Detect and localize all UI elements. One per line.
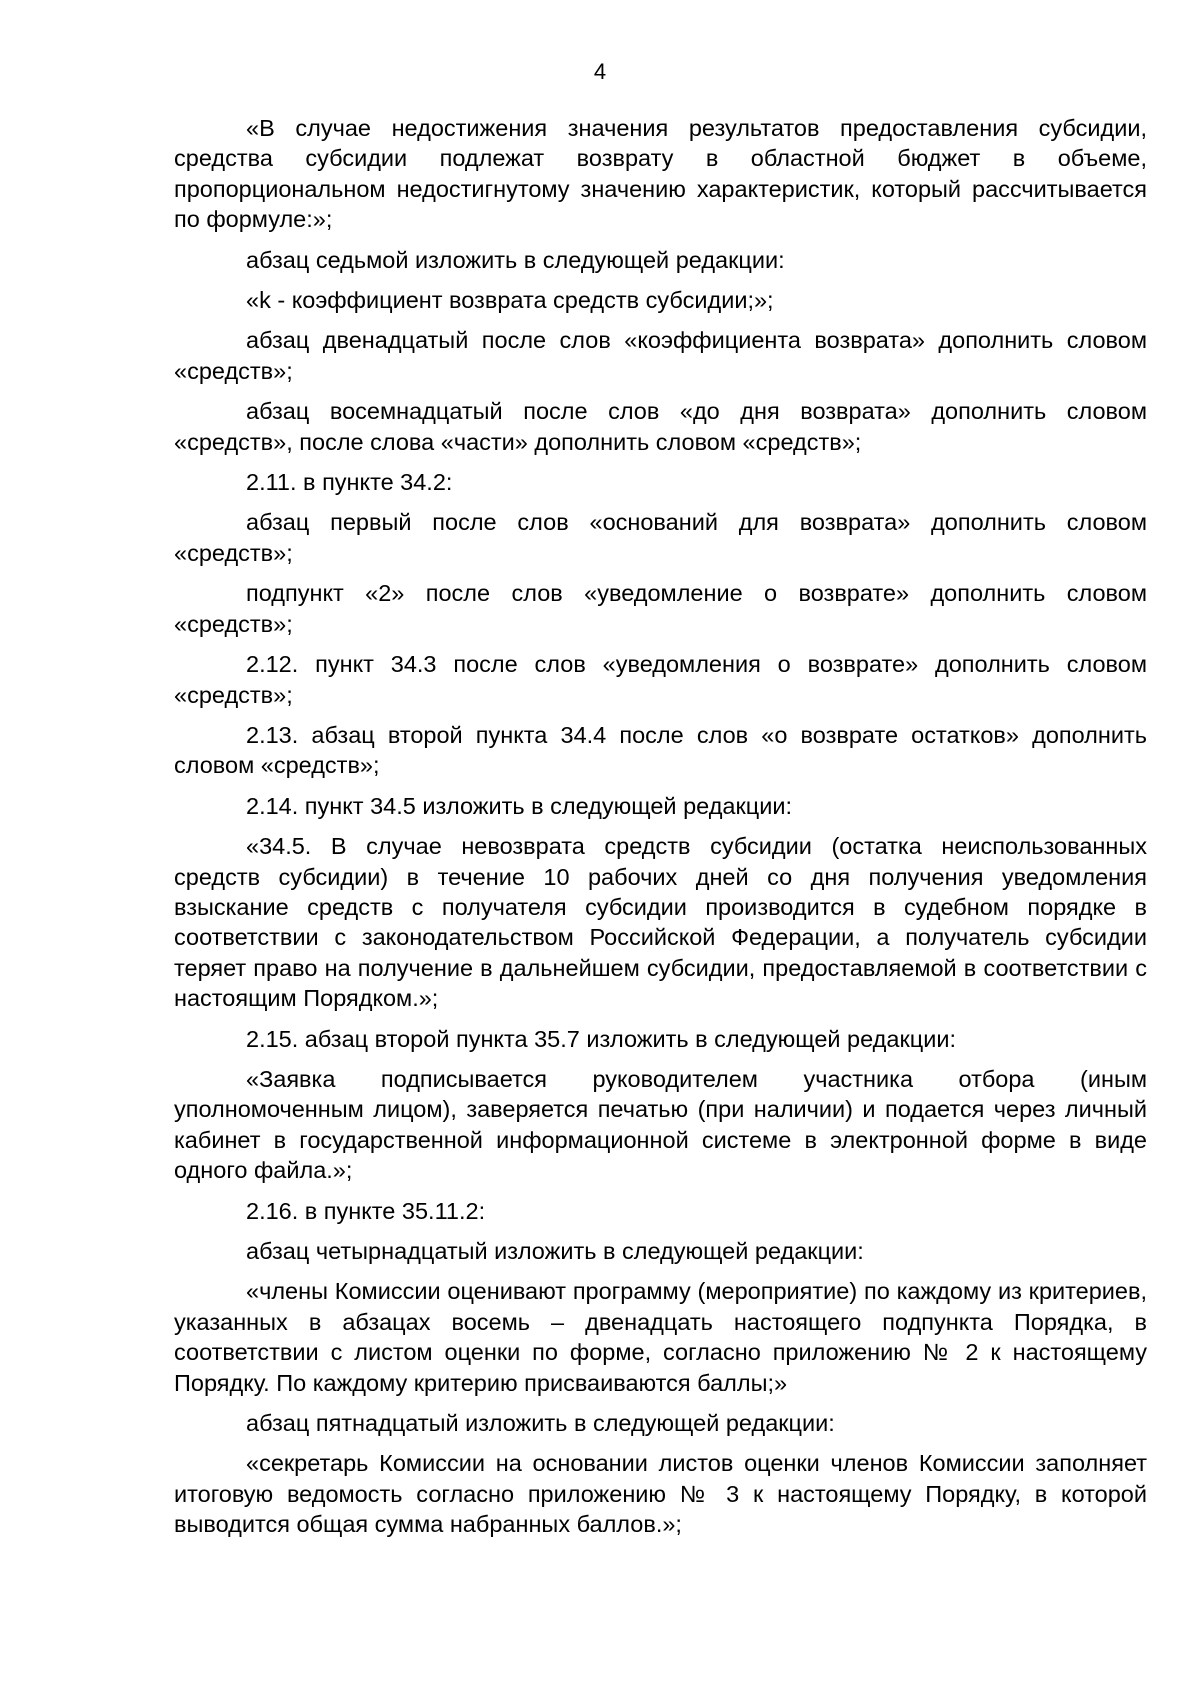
paragraph: 2.14. пункт 34.5 изложить в следующей редакции: — [246, 792, 792, 819]
paragraph: абзац пятнадцатый изложить в следующей редакции: — [246, 1410, 835, 1437]
paragraph: «В случае недостижения значения результатов предоставления субсидии, средства субсидии подлежат возврату в областной бюджет в объеме, пропорциональном недостигнутому значению характеристик, который рассчитывается по формуле:»; — [174, 115, 1147, 233]
paragraph: 2.16. в пункте 35.11.2: — [246, 1197, 486, 1224]
paragraph: абзац седьмой изложить в следующей редакции: — [246, 246, 785, 273]
paragraph: «Заявка подписывается руководителем участника отбора (иным уполномоченным лицом), заверяется печатью (при наличии) и подается через личный кабинет в государственной информационной системе в электронной форме в виде одного файла.»; — [174, 1065, 1147, 1184]
paragraph: абзац первый после слов «оснований для возврата» дополнить словом «средств»; — [174, 509, 1147, 566]
paragraph: «члены Комиссии оценивают программу (мероприятие) по каждому из критериев, указанных в абзацах восемь – двенадцать настоящего подпункта Порядка, в соответствии с листом оценки по форме, согласно приложению № 2 к настоящему Порядку. По каждому критерию присваиваются баллы;» — [174, 1278, 1147, 1396]
paragraph: «k - коэффициент возврата средств субсидии;»; — [246, 287, 774, 314]
paragraph: 2.12. пункт 34.3 после слов «уведомления о возврате» дополнить словом «средств»; — [174, 651, 1147, 708]
paragraph: 2.13. абзац второй пункта 34.4 после слов «о возврате остатков» дополнить словом «средств»; — [174, 721, 1147, 779]
paragraph: 2.15. абзац второй пункта 35.7 изложить в следующей редакции: — [246, 1025, 956, 1052]
paragraph: абзац восемнадцатый после слов «до дня возврата» дополнить словом «средств», после слова «части» дополнить словом «средств»; — [174, 398, 1147, 455]
paragraph: «34.5. В случае невозврата средств субсидии (остатка неиспользованных средств субсидии) в течение 10 рабочих дней со дня получения уведомления взыскание средств с получателя субсидии производится в судебном порядке в соответствии с законодательством Российской Федерации, а получатель субсидии теряет право на получение в дальнейшем субсидии, предоставляемой в соответствии с настоящим Порядком.»; — [174, 833, 1147, 1012]
page-number: 4 — [593, 59, 607, 84]
paragraph: 2.11. в пункте 34.2: — [246, 469, 453, 496]
document-body — [174, 113, 1147, 1540]
paragraph: абзац четырнадцатый изложить в следующей редакции: — [246, 1238, 864, 1264]
paragraph: подпункт «2» после слов «уведомление о возврате» дополнить словом «средств»; — [174, 580, 1147, 637]
paragraph: абзац двенадцатый после слов «коэффициента возврата» дополнить словом «средств»; — [174, 327, 1147, 384]
paragraph: «секретарь Комиссии на основании листов оценки членов Комиссии заполняет итоговую ведомость согласно приложению № 3 к настоящему Порядку, в которой выводится общая сумма набранных баллов.»; — [174, 1450, 1147, 1538]
